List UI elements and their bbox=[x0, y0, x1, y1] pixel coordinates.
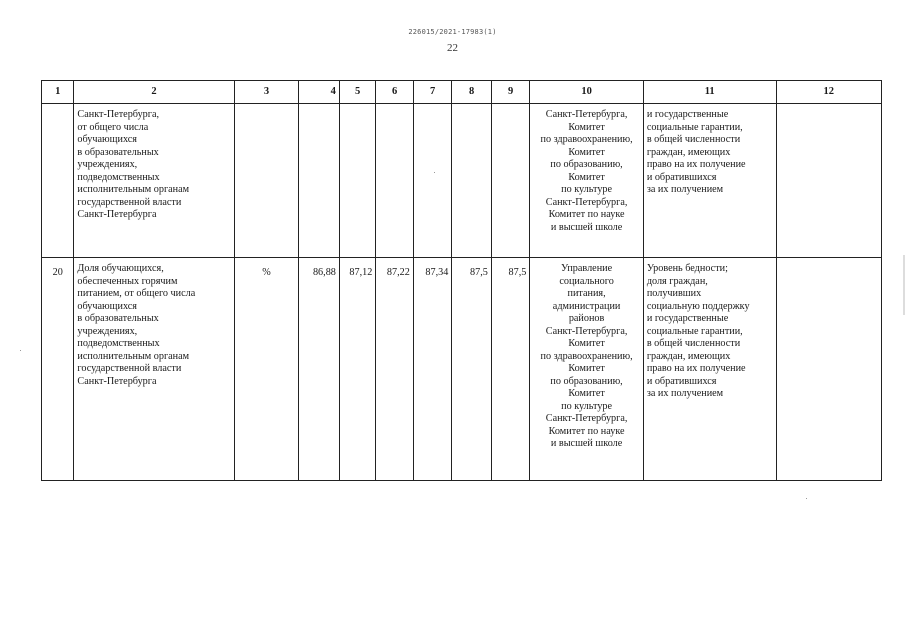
col-header-9: 9 bbox=[491, 81, 530, 104]
row-number bbox=[42, 104, 74, 258]
value-col-8 bbox=[452, 104, 492, 258]
col-header-3: 3 bbox=[234, 81, 299, 104]
value-col-9: 87,5 bbox=[491, 258, 530, 481]
col-header-5: 5 bbox=[339, 81, 375, 104]
value-col-5: 87,12 bbox=[339, 258, 375, 481]
row-number: 20 bbox=[42, 258, 74, 481]
value-col-8: 87,5 bbox=[452, 258, 492, 481]
value-col-4 bbox=[299, 104, 340, 258]
unit-cell: % bbox=[234, 258, 299, 481]
col-header-10: 10 bbox=[530, 81, 643, 104]
page-number: 22 bbox=[447, 42, 458, 54]
notes-cell bbox=[776, 104, 881, 258]
value-col-6 bbox=[376, 104, 413, 258]
col-header-4: 4 bbox=[299, 81, 340, 104]
value-col-7: 87,34 bbox=[413, 258, 452, 481]
col-header-8: 8 bbox=[452, 81, 492, 104]
value-col-7 bbox=[413, 104, 452, 258]
target-indicator-cell: и государственные социальные гарантии, в общей численности граждан, имеющих право на их получение и обратившихся за их получением bbox=[643, 104, 776, 258]
value-col-5 bbox=[339, 104, 375, 258]
table-row bbox=[42, 104, 882, 258]
col-header-1: 1 bbox=[42, 81, 74, 104]
document-stamp: 226015/2021-17983(1) bbox=[408, 28, 497, 36]
col-header-6: 6 bbox=[376, 81, 413, 104]
scan-speck bbox=[434, 172, 435, 173]
unit-cell bbox=[234, 104, 299, 258]
col-header-2: 2 bbox=[74, 81, 234, 104]
value-col-4: 86,88 bbox=[299, 258, 340, 481]
notes-cell bbox=[776, 258, 881, 481]
executors-cell: Санкт-Петербурга, Комитет по здравоохранению, Комитет по образованию, Комитет по культуре Санкт-Петербурга, Комитет по науке и высшей школе bbox=[530, 104, 643, 258]
indicator-name: Санкт-Петербурга, от общего числа обучающихся в образовательных учреждениях, подведомственных исполнительным органам государственной власти Санкт-Петербурга bbox=[74, 104, 234, 258]
indicator-name: Доля обучающихся, обеспеченных горячим питанием, от общего числа обучающихся в образовательных учреждениях, подведомственных исполнительным органам государственной власти Санкт-Петербурга bbox=[74, 258, 234, 481]
value-col-6: 87,22 bbox=[376, 258, 413, 481]
value-col-9 bbox=[491, 104, 530, 258]
col-header-11: 11 bbox=[643, 81, 776, 104]
table-header-row bbox=[42, 81, 882, 104]
indicators-table bbox=[41, 80, 882, 481]
col-header-12: 12 bbox=[776, 81, 881, 104]
executors-cell: Управление социального питания, администрации районов Санкт-Петербурга, Комитет по здравоохранению, Комитет по образованию, Комитет по культуре Санкт-Петербурга, Комитет по науке и высшей школе bbox=[530, 258, 643, 481]
scan-speck bbox=[806, 498, 807, 499]
col-header-7: 7 bbox=[413, 81, 452, 104]
table-row bbox=[42, 258, 882, 481]
scan-speck bbox=[20, 350, 21, 351]
target-indicator-cell: Уровень бедности; доля граждан, получивших социальную поддержку и государственные социальные гарантии, в общей численности граждан, имеющих право на их получение и обратившихся за их получением bbox=[643, 258, 776, 481]
